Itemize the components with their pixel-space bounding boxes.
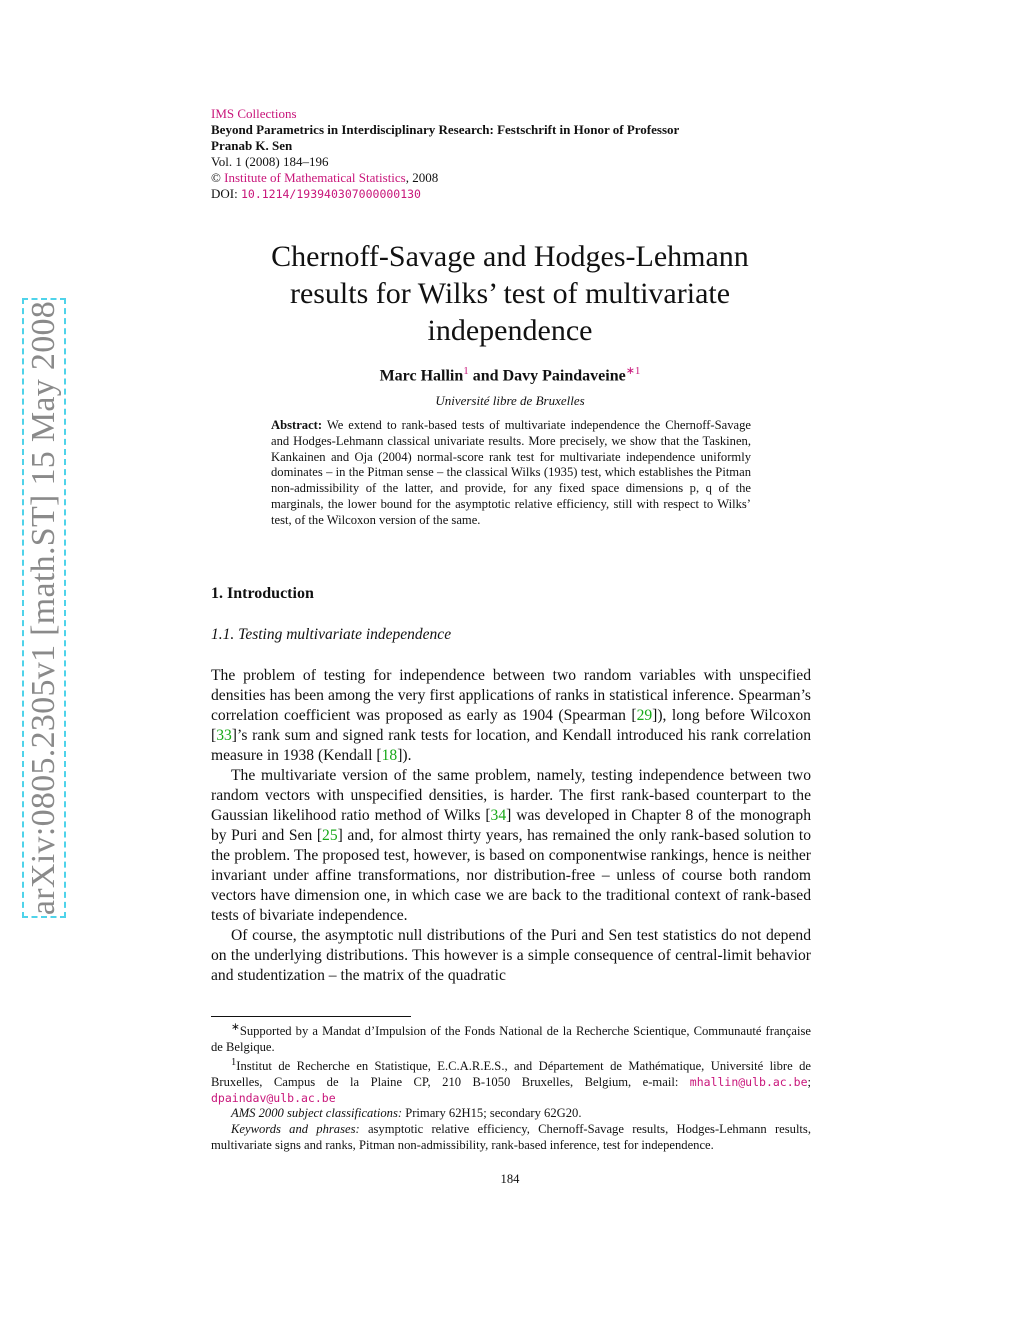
paragraph-1-text-d: ]). [397,747,412,764]
paragraph-1-text-a: The problem of testing for independence between two random variables with unspecified densities has been among the very first applications of ranks in statistical inference. Spearman’s correlation coefficient was proposed as early as 1904 (Spearman [ [211,667,811,724]
doi-link[interactable]: 10.1214/193940307000000130 [240,187,421,201]
abstract-label: Abstract: [271,418,323,432]
title-line-3: independence [427,314,593,347]
doi-line [211,186,421,202]
body-text [211,666,811,986]
section-introduction-heading: 1. Introduction [211,585,314,602]
footnote-1 [211,1020,811,1055]
paragraph-1 [211,666,811,766]
subsection-testing-heading: 1.1. Testing multivariate independence [211,626,452,643]
paragraph-2 [211,766,811,926]
book-title [211,122,679,154]
abstract [271,418,751,529]
keywords-label: Keywords and phrases: [231,1121,360,1136]
email-separator: ; [807,1075,811,1090]
footnote-1-text: Supported by a Mandat d’Impulsion of the Fonds National de la Recherche Scientique, Communauté française de Belgique. [211,1024,811,1054]
copyright-year: , 2008 [405,170,439,185]
footnote-1-mark: ∗ [231,1022,240,1033]
footnotes [211,1020,811,1153]
footnote-rule [211,1016,411,1017]
footnote-mark-2[interactable]: ∗1 [625,365,641,377]
page-number: 184 [500,1172,520,1186]
title-line-1: Chernoff-Savage and Hodges-Lehmann [271,240,749,273]
paragraph-2-text-b: ] was developed in Chapter 8 of the monograph by Puri and Sen [ [211,807,811,844]
email-paindaveine-link[interactable]: dpaindav@ulb.ac.be [211,1090,336,1105]
book-title-line2: Pranab K. Sen [211,138,293,153]
keywords [211,1122,811,1153]
doi-label: DOI: [211,186,241,201]
arxiv-stamp [22,298,66,918]
ams-label: AMS 2000 subject classifications: [231,1106,403,1121]
keywords-text: asymptotic relative efficiency, Chernoff-Savage results, Hodges-Lehmann results, multivariate signs and ranks, Pitman non-admissibility, rank-based inference, test for independence. [211,1121,811,1152]
footnote-2-mark: 1 [231,1057,237,1069]
paragraph-2-text-a: The multivariate version of the same problem, namely, testing independence between two random vectors with unspecified densities, is harder. The first rank-based counterpart to the Gaussian likelihood ratio method of Wilks [ [211,767,811,824]
paragraph-3: Of course, the asymptotic null distributions of the Puri and Sen test statistics do not depend on the underlying distributions. This however is a simple consequence of central-limit behavior and studentization – the matrix of the quadratic [211,927,811,984]
footnote-2 [211,1055,811,1106]
paragraph-2-text-c: ] and, for almost thirty years, has remained the only rank-based solution to the problem. The proposed test, however, is based on componentwise rankings, hence is neither invariant under affine transformations, nor distribution-free – unless of course both random vectors have dimension one, in which case we are back to the traditional context of rank-based tests of bivariate independence. [211,827,811,924]
citation-29[interactable]: 29 [636,707,653,724]
author-hallin: Marc Hallin [379,367,464,385]
footnote-2-text: Institut de Recherche en Statistique, E.C.A.R.E.S., and Département de Mathématique, Université libre de Bruxelles, Campus de la Plaine CP, 210 B-1050 Bruxelles, Belgium, e-mail: [211,1059,811,1090]
arxiv-stamp-text: arXiv:0805.2305v1 [math.ST] 15 May 2008 [25,300,62,916]
footnote-mark-1[interactable]: 1 [463,365,469,377]
email-hallin-link[interactable]: mhallin@ulb.ac.be [689,1075,808,1090]
author-paindaveine: Davy Paindaveine [502,367,626,385]
paper-title [180,238,840,349]
affiliation: Université libre de Bruxelles [435,393,585,408]
citation-18[interactable]: 18 [381,747,398,764]
paragraph-1-text-c: ]’s rank sum and signed rank tests for location, and Kendall introduced his rank correlation measure in 1938 (Kendall [ [211,727,811,764]
author-line [180,364,840,385]
citation-34[interactable]: 34 [490,807,507,824]
paragraph-1-text-b: ]), long before Wilcoxon [ [211,707,811,744]
citation-25[interactable]: 25 [322,827,338,844]
author-and: and [468,367,503,385]
publisher-link[interactable]: Institute of Mathematical Statistics [224,170,406,185]
ams-classification [211,1106,811,1122]
abstract-text: We extend to rank-based tests of multivariate independence the Chernoff-Savage and Hodges-Lehmann classical univariate results. More precisely, we show that the Taskinen, Kankainen and Oja (2004) normal-score rank test for multivariate independence uniformly dominates – in the Pitman sense – the classical Wilks (1935) test, which establishes the Pitman non-admissibility of the latter, and provide, for any fixed space dimensions p, q of the marginals, the lower bound for the asymptotic relative efficiency, still with respect to Wilks’ test, of the Wilcoxon version of the same. [271,418,751,527]
ams-text: Primary 62H15; secondary 62G20. [402,1106,582,1121]
copyright-line [211,170,438,186]
book-title-line1: Beyond Parametrics in Interdisciplinary Research: Festschrift in Honor of Professor [211,122,680,137]
volume-info: Vol. 1 (2008) 184–196 [211,154,329,169]
title-line-2: results for Wilks’ test of multivariate [289,277,731,310]
citation-33[interactable]: 33 [216,727,232,744]
series-link[interactable]: IMS Collections [211,106,297,121]
copyright-symbol: © [211,170,221,185]
